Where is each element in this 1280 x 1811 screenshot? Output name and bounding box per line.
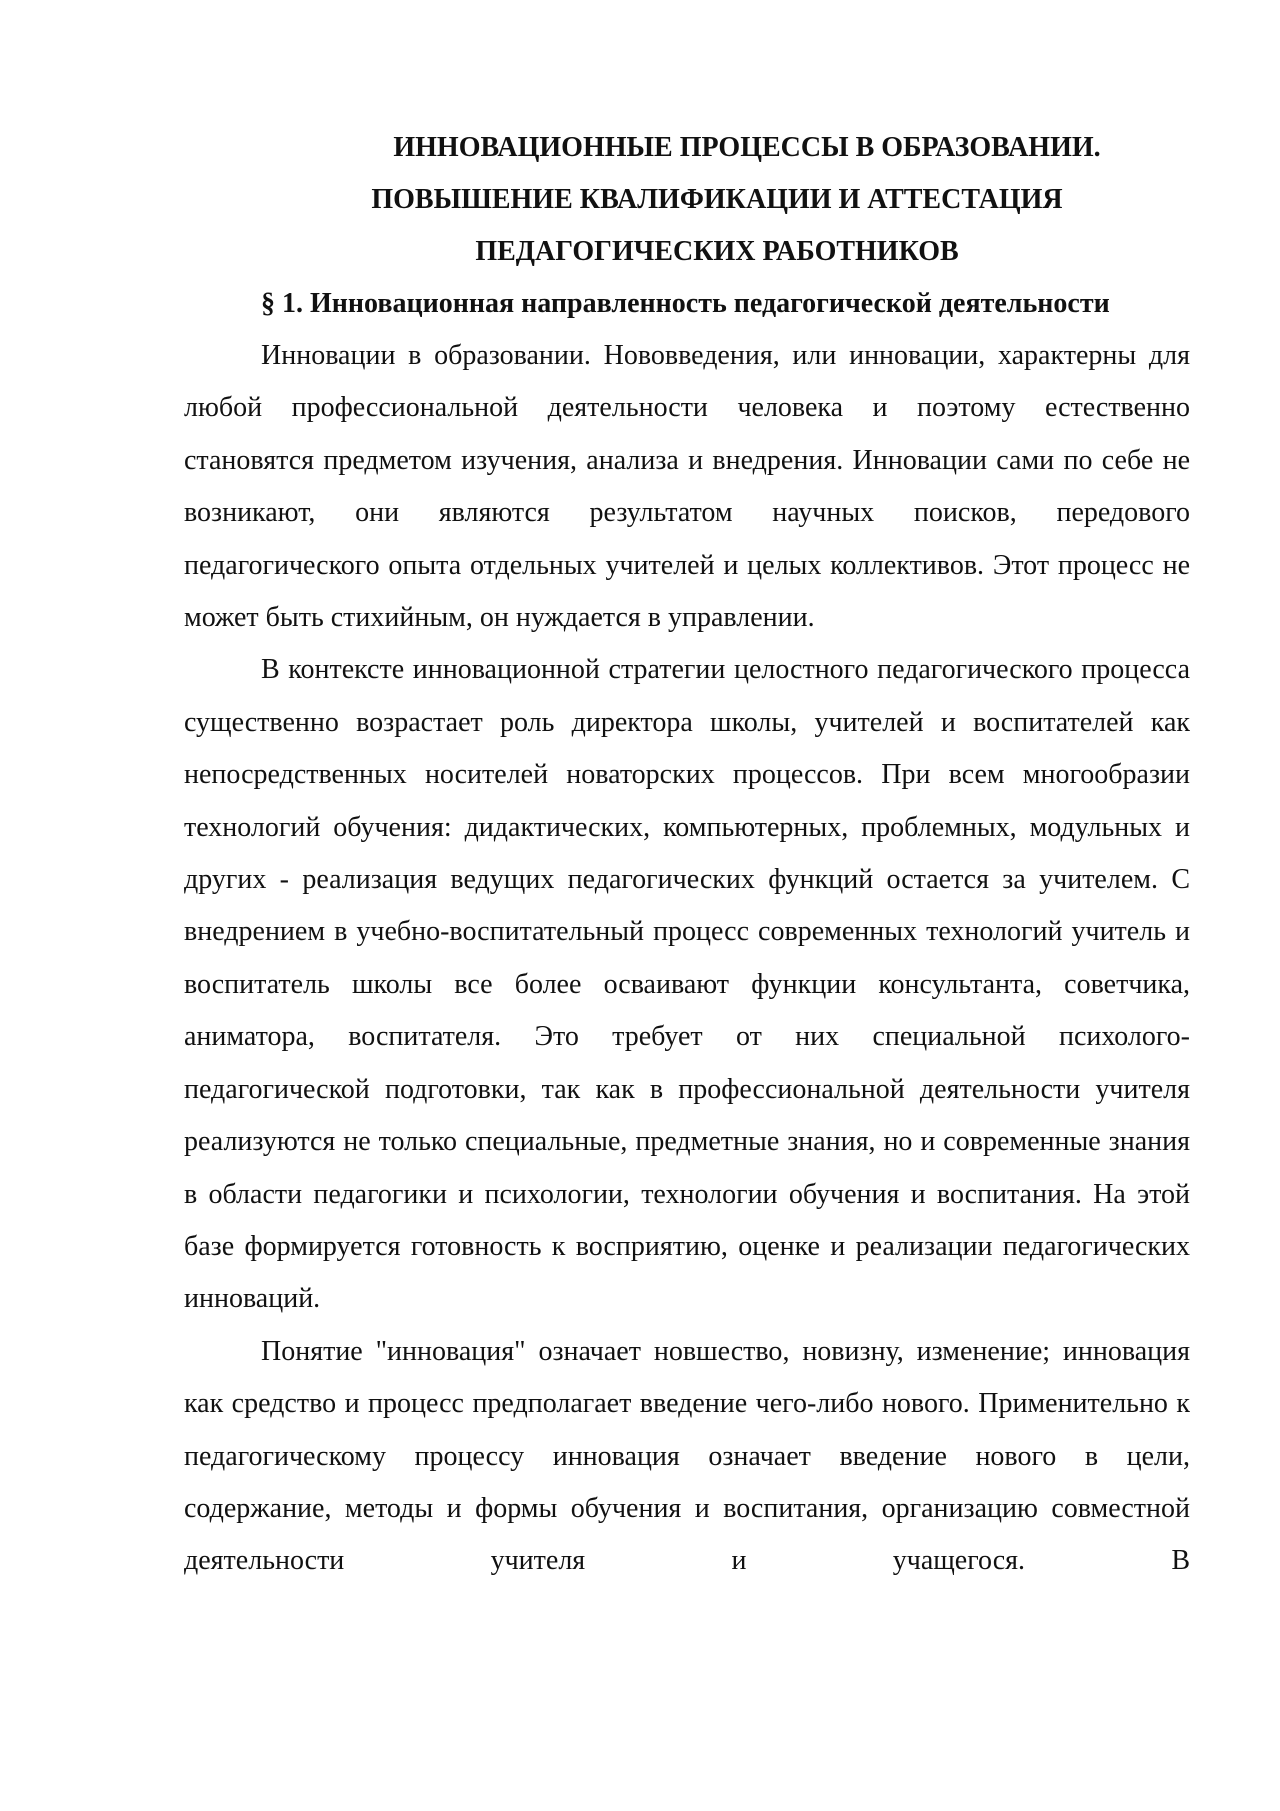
document-title: [184, 122, 1190, 278]
title-line-3: ПЕДАГОГИЧЕСКИХ РАБОТНИКОВ: [475, 236, 959, 267]
paragraph-1: Инновации в образовании. Нововведения, или инновации, характерны для любой профессиональной деятельности человека и поэтому естественно становятся предметом изучения, анализа и внедрения. Инновации сами по себе не возникают, они являются результатом научных поисков, передового педагогического опыта отдельных учителей и целых коллективов. Этот процесс не может быть стихийным, он нуждается в управлении.: [184, 340, 1190, 634]
paragraph-3: Понятие "инновация" означает новшество, новизну, изменение; инновация как средство и процесс предполагает введение чего-либо нового. Применительно к педагогическому процессу инновация означает введение нового в цели, содержание, методы и формы обучения и воспитания, организацию совместной деятельности учителя и учащегося. В: [184, 1335, 1190, 1577]
title-line-2: ПОВЫШЕНИЕ КВАЛИФИКАЦИИ И АТТЕСТАЦИЯ: [371, 184, 1063, 215]
title-line-1: ИННОВАЦИОННЫЕ ПРОЦЕССЫ В ОБРАЗОВАНИИ.: [393, 132, 1101, 163]
section-heading: § 1. Инновационная направленность педагогической деятельности: [261, 288, 1110, 319]
paragraph-2: В контексте инновационной стратегии целостного педагогического процесса существенно возрастает роль директора школы, учителей и воспитателей как непосредственных носителей новаторских процессов. При всем многообразии технологий обучения: дидактических, компьютерных, проблемных, модульных и других - реализация ведущих педагогических функций остается за учителем. С внедрением в учебно-воспитательный процесс современных технологий учитель и воспитатель школы все более осваивают функции консультанта, советчика, аниматора, воспитателя. Это требует от них специальной психолого-педагогической подготовки, так как в профессиональной деятельности учителя реализуются не только специальные, предметные знания, но и современные знания в области педагогики и психологии, технологии обучения и воспитания. На этой базе формируется готовность к восприятию, оценке и реализации педагогических инноваций.: [184, 654, 1190, 1315]
document-body: [184, 122, 1190, 1588]
